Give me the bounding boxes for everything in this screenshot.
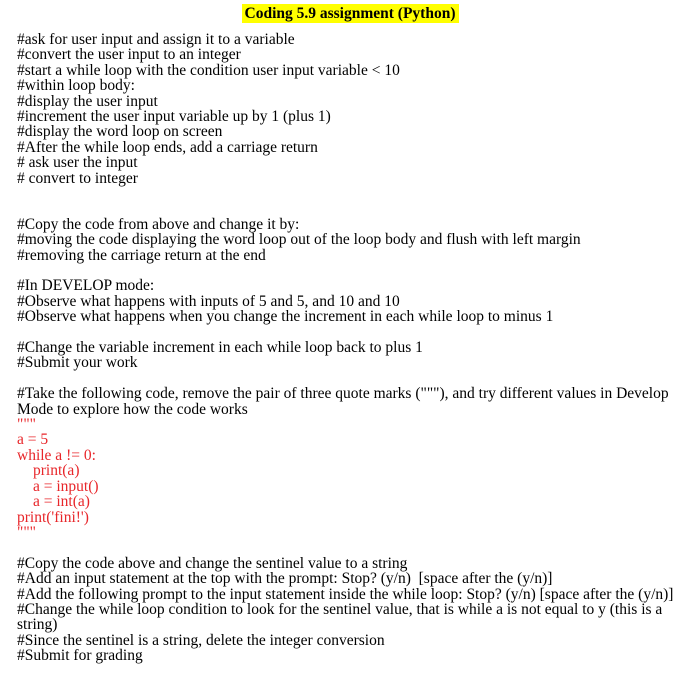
code-sample xyxy=(17,417,689,540)
instruction-line: # ask user the input xyxy=(17,154,138,172)
instruction-line: #moving the code displaying the word loop out of the loop body and flush with left margin xyxy=(17,231,581,249)
instruction-line: #Since the sentinel is a string, delete the integer conversion xyxy=(17,631,385,649)
section-sentinel-string xyxy=(17,556,689,664)
code-line: """ xyxy=(17,523,36,541)
instruction-line: #Submit for grading xyxy=(17,647,143,665)
instruction-line: # convert to integer xyxy=(17,169,138,187)
instruction-line: #Observe what happens when you change the increment in each while loop to minus 1 xyxy=(17,308,554,326)
instruction-line: #start a while loop with the condition user input variable < 10 xyxy=(17,61,400,79)
instruction-line: #removing the carriage return at the end xyxy=(17,246,266,264)
section-develop-mode xyxy=(17,278,689,324)
instruction-line: #within loop body: xyxy=(17,77,135,95)
instruction-paragraph: #Add the following prompt to the input statement inside the while loop: Stop? (y/n) [space after the (y/n)] xyxy=(17,585,674,603)
code-line: while a != 0: xyxy=(17,446,96,464)
instruction-paragraph: #Change the while loop condition to look for the sentinel value, that is while a is not equal to y (this is a string) xyxy=(17,600,663,634)
section-original-instructions xyxy=(17,32,689,186)
instruction-line: #Add an input statement at the top with the prompt: Stop? (y/n) [space after the (y/n)] xyxy=(17,570,553,588)
instruction-line: #display the word loop on screen xyxy=(17,123,223,141)
instruction-line: #In DEVELOP mode: xyxy=(17,277,155,295)
code-line: a = int(a) xyxy=(33,493,90,511)
instruction-line: #convert the user input to an integer xyxy=(17,46,241,64)
instruction-line: #Copy the code above and change the sentinel value to a string xyxy=(17,554,408,572)
section-explore-code xyxy=(17,386,689,540)
instruction-line: #display the user input xyxy=(17,92,158,110)
assignment-document xyxy=(17,32,689,664)
code-line: """ xyxy=(17,416,36,434)
section-copy-and-change xyxy=(17,217,689,263)
instruction-line: #increment the user input variable up by 1 (plus 1) xyxy=(17,108,331,126)
code-line: a = input() xyxy=(33,477,99,495)
code-line: print(a) xyxy=(33,462,80,480)
code-line: a = 5 xyxy=(17,431,49,449)
instruction-line: #Submit your work xyxy=(17,354,138,372)
code-line: print('fini!') xyxy=(17,508,89,526)
assignment-title: Coding 5.9 assignment (Python) xyxy=(242,4,459,23)
instruction-line: #Observe what happens with inputs of 5 and 5, and 10 and 10 xyxy=(17,292,400,310)
instruction-line: #ask for user input and assign it to a variable xyxy=(17,31,295,48)
section-change-back xyxy=(17,340,689,371)
assignment-title-bar xyxy=(0,4,700,24)
instruction-line: #After the while loop ends, add a carriage return xyxy=(17,138,318,156)
instruction-line: #Copy the code from above and change it by: xyxy=(17,215,300,233)
instruction-line: #Change the variable increment in each while loop back to plus 1 xyxy=(17,339,423,357)
instruction-paragraph: #Take the following code, remove the pair of three quote marks ("""), and try different values in Develop Mode to explore how the code works xyxy=(17,385,669,418)
